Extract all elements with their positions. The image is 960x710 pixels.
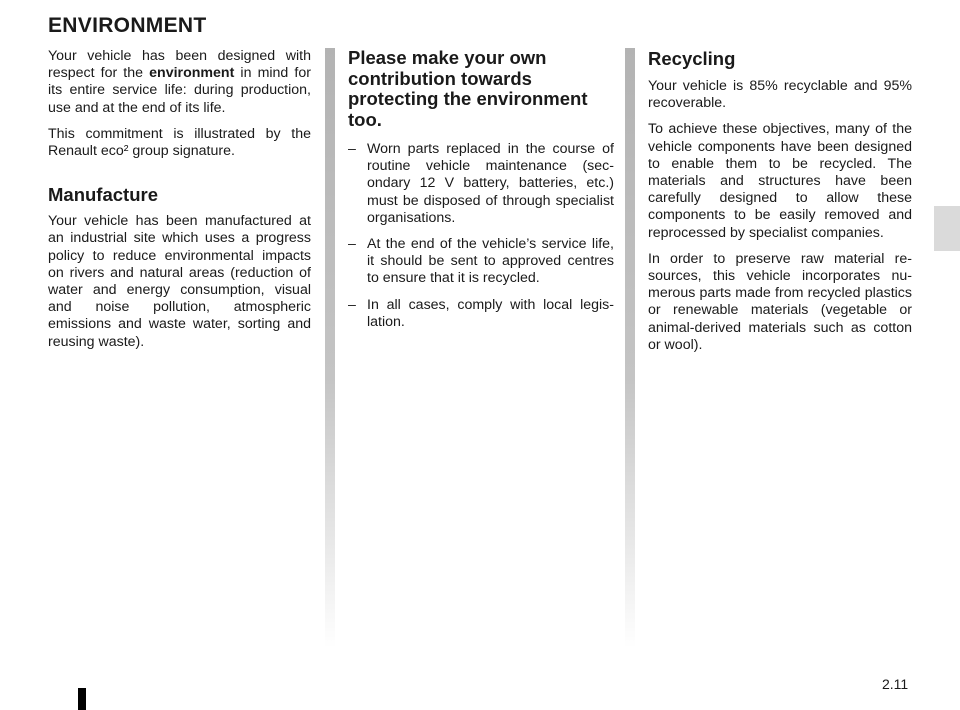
page-title: ENVIRONMENT (48, 14, 207, 37)
list-item (348, 236, 614, 288)
intro-text-end: in mind for its entire service life: during production, use and at the end of its life. (48, 65, 311, 116)
environment-keyword: environment (149, 65, 235, 82)
contribution-heading: Please make your own contribution towards protecting the environment too. (348, 47, 588, 130)
column-recycling (648, 48, 912, 363)
list-item (348, 141, 614, 227)
intro-paragraph-2: This commitment is illustrated by the Renault eco² group signature. (48, 125, 311, 160)
intro-paragraph-1 (48, 48, 311, 117)
dash-bullet: – (348, 141, 356, 157)
page-number: 2.11 (882, 676, 909, 692)
print-crop-mark (78, 688, 86, 710)
manufacture-heading: Manufacture (48, 184, 158, 206)
dash-bullet: – (348, 236, 356, 253)
column-divider-left (325, 48, 335, 648)
list-item-text: In all cases, comply with local legislation. (367, 296, 614, 330)
chapter-tab (934, 206, 960, 251)
manufacture-paragraph: Your vehicle has been manufactured at an industrial site which uses a progress policy to reduce environmental impacts on rivers and natural areas (reduction of water and energy consumption, visual and noise pollution, atmospheric emissions and waste water, sorting and reusing waste). (48, 213, 311, 350)
dash-bullet: – (348, 296, 356, 313)
recycling-paragraph-1: Your vehicle is 85% recyclable and 95% recoverable. (648, 78, 912, 112)
column-divider-right (625, 48, 635, 648)
column-intro (48, 48, 311, 360)
recycling-paragraph-2: To achieve these objectives, many of the vehicle components have been designed to enable them to be recycled. The materials and structures have been carefully designed to allow these components to be easily removed and reprocessed by specialist companies. (648, 121, 912, 241)
list-item (348, 297, 614, 331)
contribution-list (348, 141, 614, 331)
list-item-text: At the end of the vehicle’s service life, it should be sent to approved centres to ensure that it is recycled. (367, 236, 614, 287)
intro-text-start: Your vehicle has been designed with respect for the (48, 48, 311, 82)
recycling-paragraph-3: In order to preserve raw material resources, this vehicle incorporates numerous parts made from recycled plastics or renewable materials (vegetable or animal-derived materials such as cotton or wool). (648, 250, 912, 353)
recycling-heading: Recycling (648, 48, 736, 69)
list-item-text: Worn parts replaced in the course of routine vehicle maintenance (secondary 12 V battery, batteries, etc.) must be disposed of through specialist organisations. (367, 141, 614, 226)
column-contribution (348, 48, 614, 340)
